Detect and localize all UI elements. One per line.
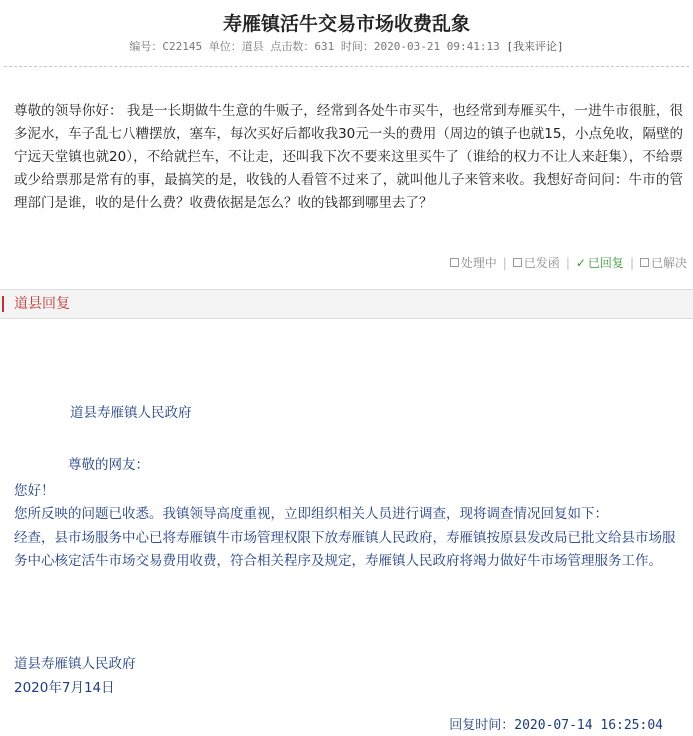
- reply-section-label: 道县回复: [14, 296, 70, 312]
- status-resolved[interactable]: [640, 254, 687, 271]
- time-label: 时间：: [340, 40, 374, 53]
- clicks-value: 631: [314, 40, 335, 53]
- status-bar: [450, 254, 687, 271]
- reply-time-value: 2020-07-14 16:25:04: [514, 718, 663, 733]
- time-value: 2020-03-21 09:41:13: [373, 40, 500, 53]
- question-text: 尊敬的领导你好： 我是一长期做牛生意的牛贩子，经常到各处牛市买牛，也经常到寿雁买牛，一进牛市很脏，很多泥水，车子乱七八糟摆放，塞车，每次买好后都收我30元一头的费用（周边的镇子也就15，小点免收，隔壁的宁远天堂镇也就20），不给就拦车，不让走，还叫我下次不要来这里买牛了（谁给的权力不让人来赶集），不给票或少给票那是常有的事，最搞笑的是，收钱的人看管不过来了，就叫他儿子来管来收。我想好奇问问：牛市的管理部门是谁，收的是什么费？收费依据是怎么？收的钱都到哪里去了？: [14, 103, 683, 211]
- status-forwarded-label: 已发函: [523, 256, 560, 270]
- reply-time-label: 回复时间：: [449, 718, 515, 733]
- status-forwarded[interactable]: [513, 254, 560, 271]
- unit-value: 道县: [241, 40, 264, 53]
- reply-org: 道县寿雁镇人民政府: [70, 404, 192, 421]
- id-value: C22145: [162, 40, 203, 53]
- checkbox-empty-icon: [640, 258, 649, 267]
- status-processing[interactable]: [450, 254, 497, 271]
- divider: [4, 66, 689, 67]
- id-label: 编号：: [129, 40, 163, 53]
- checkbox-empty-icon: [450, 258, 459, 267]
- reply-timestamp: [449, 714, 663, 733]
- unit-label: 单位：: [208, 40, 242, 53]
- status-replied[interactable]: [576, 254, 624, 271]
- page-title: 寿雁镇活牛交易市场收费乱象: [222, 13, 470, 35]
- reply-section-header: [0, 289, 693, 319]
- reply-signature: 道县寿雁镇人民政府: [14, 655, 136, 672]
- status-separator: |: [629, 255, 634, 270]
- section-marker-icon: [2, 296, 4, 312]
- reply-hello: 您好！: [14, 482, 55, 499]
- status-separator: |: [565, 255, 570, 270]
- status-processing-label: 处理中: [460, 256, 497, 270]
- status-separator: |: [502, 255, 507, 270]
- article-meta: [0, 38, 693, 56]
- clicks-label: 点击数：: [270, 40, 315, 53]
- reply-body-paragraph-1: 您所反映的问题已收悉。我镇领导高度重视，立即组织相关人员进行调查，现将调查情况回复如下：: [14, 505, 608, 522]
- status-resolved-label: 已解决: [650, 256, 687, 270]
- comment-link[interactable]: [我来评论]: [506, 40, 564, 53]
- reply-greeting: 尊敬的网友：: [68, 456, 149, 473]
- reply-body-paragraph-2: 经查，县市场服务中心已将寿雁镇牛市场管理权限下放寿雁镇人民政府，寿雁镇按原县发改局已批文给县市场服务中心核定活牛市场交易费用收费，符合相关程序及规定，寿雁镇人民政府将竭力做好牛市场管理服务工作。: [14, 529, 676, 569]
- reply-date: 2020年7月14日: [14, 679, 115, 696]
- checkbox-empty-icon: [513, 258, 522, 267]
- status-replied-label: 已回复: [587, 256, 624, 270]
- checkmark-icon: ✓: [575, 255, 586, 270]
